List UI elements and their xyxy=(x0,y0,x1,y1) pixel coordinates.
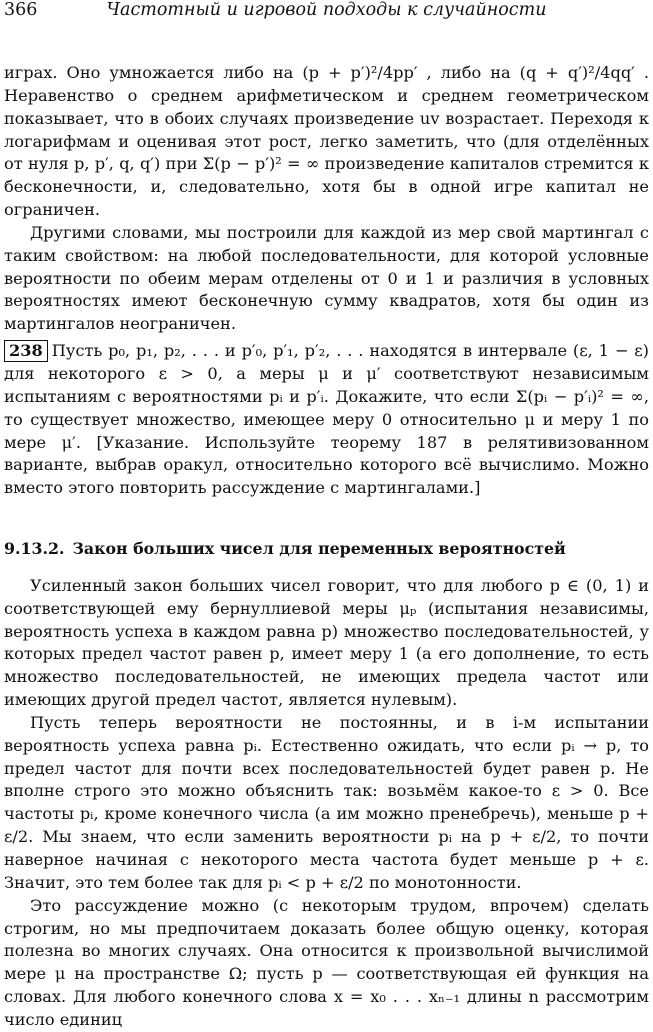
section-title: Закон больших чисел для переменных вероятностей xyxy=(72,539,566,559)
paragraph: Это рассуждение можно (с некоторым трудом, впрочем) сделать строгим, но мы предпочитаем доказать более общую оценку, которая полезна во многих случаях. Она относится к произвольной вычислимой мере μ на пространстве Ω; пусть p — соответствующая ей функция на словах. Для любого конечного слова x = x₀ . . . xₙ₋₁ длины n рассмотрим число единиц xyxy=(4,895,649,1029)
page-number: 366 xyxy=(4,0,38,20)
page-header xyxy=(4,0,649,24)
paragraph: Другими словами, мы построили для каждой из мер свой мартингал с таким свойством: на любой последовательности, для которой условные вероятности по обеим мерам отделены от 0 и 1 и различия в условных вероятностях имеют бесконечную сумму квадратов, хотя бы один из мартингалов неограничен. xyxy=(4,222,649,334)
problem-block xyxy=(4,340,649,500)
section-heading xyxy=(4,538,649,561)
section-number: 9.13.2. xyxy=(4,539,65,559)
paragraph: Пусть теперь вероятности не постоянны, и в i-м испытании вероятность успеха равна pᵢ. Естественно ожидать, что если pᵢ → p, то предел частот для почти всех последовательностей будет равен p. Не вполне строго это можно объяснить так: возьмём какое-то ε > 0. Все частоты pᵢ, кроме конечного числа (а им можно пренебречь), меньше p + ε/2. Мы знаем, что если заменить вероятности pᵢ на p + ε/2, то почти наверное начиная с некоторого места частота будет меньше p + ε. Значит, это тем более так для pᵢ < p + ε/2 по монотонности. xyxy=(4,712,649,892)
problem-text: Пусть p₀, p₁, p₂, . . . и p′₀, p′₁, p′₂, . . . находятся в интервале (ε, 1 − ε) для некоторого ε > 0, а меры μ и μ′ соответствуют независимым испытаниям с вероятностями pᵢ и p′ᵢ. Докажите, что если Σ(pᵢ − p′ᵢ)² = ∞, то существует множество, имеющее меру 0 относительно μ и меру 1 по мере μ′. [Указание. Используйте теорему 187 в релятивизованном варианте, выбрав оракул, относительно которого всё вычислимо. Можно вместо этого повторить рассуждение с мартингалами.] xyxy=(4,341,649,498)
running-title: Частотный и игровой подходы к случайности xyxy=(106,0,547,20)
page-body xyxy=(4,62,649,1032)
paragraph: Усиленный закон больших чисел говорит, что для любого p ∈ (0, 1) и соответствующей ему бернуллиевой меры μₚ (испытания независимы, вероятность успеха в каждом равна p) множество последовательностей, у которых предел частот равен p, имеет меру 1 (а его дополнение, то есть множество последовательностей, не имеющих предела частот или имеющих другой предел частот, является нулевым). xyxy=(4,575,649,710)
problem-number-box: 238 xyxy=(4,340,48,362)
paragraph: играх. Оно умножается либо на (p + p′)²/4pp′ , либо на (q + q′)²/4qq′ . Неравенство о среднем арифметическом и среднем геометрическом показывает, что в обоих случаях произведение uv возрастает. Переходя к логарифмам и оценивая этот рост, легко заметить, что (для отделённых от нуля p, p′, q, q′) при Σ(p − p′)² = ∞ произведение капиталов стремится к бесконечности, и, следовательно, хотя бы в одной игре капитал не ограничен. xyxy=(4,63,649,220)
